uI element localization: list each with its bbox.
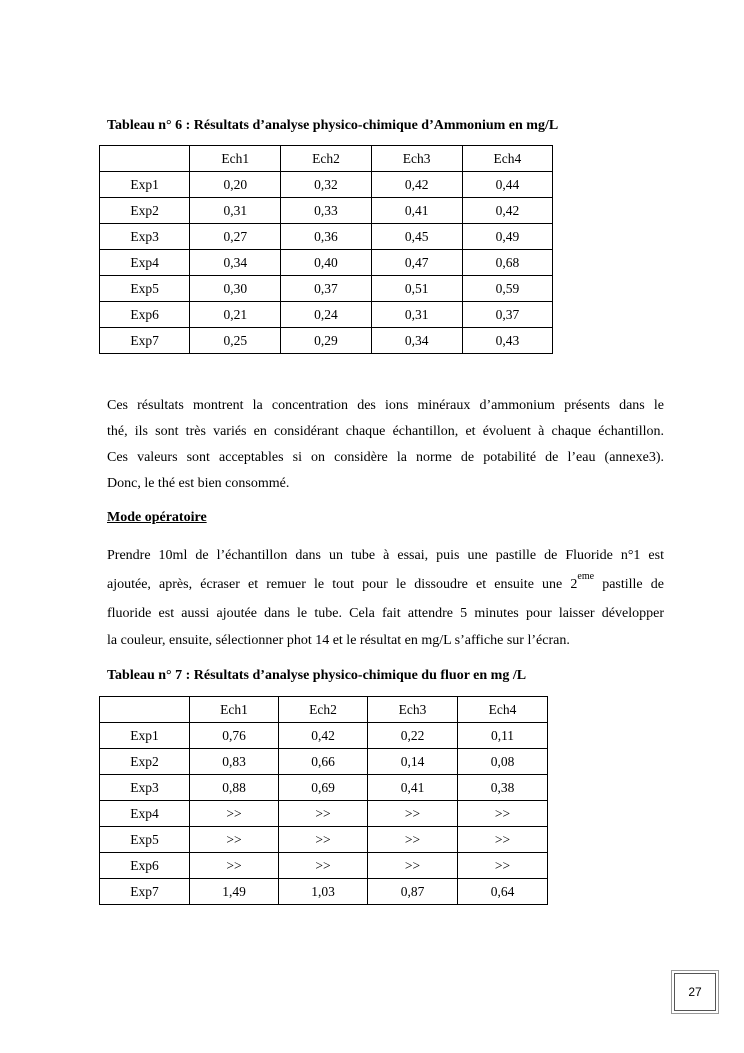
- table-cell: 0,83: [190, 749, 279, 775]
- table-cell: >>: [368, 853, 458, 879]
- table-cell: 0,36: [281, 224, 371, 250]
- row-label-cell: Exp3: [100, 775, 190, 801]
- table-cell: 0,21: [190, 302, 281, 328]
- table-row: [100, 172, 553, 198]
- fluor-table: [99, 696, 548, 905]
- table-cell: 0,20: [190, 172, 281, 198]
- row-label-cell: Exp4: [100, 250, 190, 276]
- table-cell: 0,41: [368, 775, 458, 801]
- table-row: [100, 276, 553, 302]
- table-cell: 0,45: [371, 224, 462, 250]
- row-label-cell: Exp7: [100, 879, 190, 905]
- line-text: pastille de: [594, 577, 664, 592]
- section-heading-mode: Mode opératoire: [107, 510, 207, 525]
- header-cell: [100, 697, 190, 723]
- row-label-cell: Exp2: [100, 749, 190, 775]
- row-label-cell: Exp1: [100, 723, 190, 749]
- row-label-cell: Exp1: [100, 172, 190, 198]
- header-cell: [100, 146, 190, 172]
- row-label-cell: Exp6: [100, 853, 190, 879]
- table-cell: 0,59: [462, 276, 552, 302]
- table-cell: >>: [279, 827, 368, 853]
- table7-caption: Tableau n° 7 : Résultats d’analyse physico-chimique du fluor en mg /L: [107, 668, 527, 683]
- paragraph-line: Ces valeurs sont acceptables si on considère la norme de potabilité de l’eau (annexe3).: [107, 450, 664, 465]
- table-cell: 0,34: [190, 250, 281, 276]
- row-label-cell: Exp2: [100, 198, 190, 224]
- header-cell: Ech2: [279, 697, 368, 723]
- ammonium-table: [99, 145, 553, 354]
- superscript: eme: [577, 571, 595, 583]
- table-row: [100, 879, 548, 905]
- table-cell: 0,08: [458, 749, 548, 775]
- table-cell: 0,22: [368, 723, 458, 749]
- table-cell: 0,41: [371, 198, 462, 224]
- header-cell: Ech4: [458, 697, 548, 723]
- table-cell: 0,37: [281, 276, 371, 302]
- row-label-cell: Exp3: [100, 224, 190, 250]
- table-cell: >>: [190, 801, 279, 827]
- header-cell: Ech1: [190, 146, 281, 172]
- table-cell: 0,29: [281, 328, 371, 354]
- paragraph-line: Donc, le thé est bien consommé.: [107, 476, 290, 491]
- table-cell: 0,24: [281, 302, 371, 328]
- table-cell: 0,33: [281, 198, 371, 224]
- paragraph-line: la couleur, ensuite, sélectionner phot 14 et le résultat en mg/L s’affiche sur l’écran.: [107, 633, 570, 648]
- table-cell: 0,64: [458, 879, 548, 905]
- table-cell: 0,11: [458, 723, 548, 749]
- table-cell: 0,43: [462, 328, 552, 354]
- table-cell: 0,44: [462, 172, 552, 198]
- table-cell: 0,27: [190, 224, 281, 250]
- paragraph-line: Prendre 10ml de l’échantillon dans un tube à essai, puis une pastille de Fluoride n°1 est: [107, 548, 664, 563]
- table-cell: 0,32: [281, 172, 371, 198]
- table-cell: 0,25: [190, 328, 281, 354]
- table6-caption: Tableau n° 6 : Résultats d’analyse physico-chimique d’Ammonium en mg/L: [107, 118, 559, 133]
- table-cell: 0,51: [371, 276, 462, 302]
- table-cell: 0,88: [190, 775, 279, 801]
- table-cell: 0,31: [371, 302, 462, 328]
- table-row: [100, 224, 553, 250]
- table-cell: >>: [190, 853, 279, 879]
- page-number: 27: [674, 973, 716, 1011]
- paragraph-line: [107, 570, 664, 599]
- table-row: [100, 250, 553, 276]
- table-row: [100, 198, 553, 224]
- table-cell: 0,49: [462, 224, 552, 250]
- header-cell: Ech1: [190, 697, 279, 723]
- table-cell: >>: [368, 827, 458, 853]
- row-label-cell: Exp4: [100, 801, 190, 827]
- table-cell: 0,37: [462, 302, 552, 328]
- table-cell: 1,49: [190, 879, 279, 905]
- table-cell: 1,03: [279, 879, 368, 905]
- table-cell: 0,31: [190, 198, 281, 224]
- table-cell: 0,38: [458, 775, 548, 801]
- row-label-cell: Exp5: [100, 827, 190, 853]
- table-cell: 0,42: [279, 723, 368, 749]
- header-cell: Ech3: [368, 697, 458, 723]
- table-cell: 0,14: [368, 749, 458, 775]
- header-cell: Ech4: [462, 146, 552, 172]
- row-label-cell: Exp7: [100, 328, 190, 354]
- procedure-paragraph: [107, 541, 664, 654]
- table-cell: >>: [368, 801, 458, 827]
- table-cell: 0,68: [462, 250, 552, 276]
- table-cell: 0,42: [371, 172, 462, 198]
- table-row: [100, 775, 548, 801]
- table-cell: 0,76: [190, 723, 279, 749]
- table-cell: >>: [458, 801, 548, 827]
- table-cell: 0,42: [462, 198, 552, 224]
- table-cell: 0,40: [281, 250, 371, 276]
- table-cell: 0,47: [371, 250, 462, 276]
- header-row: [100, 146, 553, 172]
- paragraph-line: Ces résultats montrent la concentration des ions minéraux d’ammonium présents dans le: [107, 398, 664, 413]
- table-cell: 0,30: [190, 276, 281, 302]
- table-cell: >>: [458, 827, 548, 853]
- header-row: [100, 697, 548, 723]
- table-row: [100, 723, 548, 749]
- line-text: ajoutée, après, écraser et remuer le tout pour le dissoudre et ensuite une 2: [107, 577, 578, 592]
- table-row: [100, 328, 553, 354]
- row-label-cell: Exp6: [100, 302, 190, 328]
- table-cell: 0,66: [279, 749, 368, 775]
- paragraph-line: thé, ils sont très variés en considérant chaque échantillon, et évoluent à chaque échantillon.: [107, 424, 664, 439]
- table-cell: 0,69: [279, 775, 368, 801]
- table-row: [100, 801, 548, 827]
- table-cell: >>: [458, 853, 548, 879]
- table-cell: >>: [279, 801, 368, 827]
- table-row: [100, 827, 548, 853]
- table-cell: 0,87: [368, 879, 458, 905]
- row-label-cell: Exp5: [100, 276, 190, 302]
- table-cell: 0,34: [371, 328, 462, 354]
- header-cell: Ech3: [371, 146, 462, 172]
- header-cell: Ech2: [281, 146, 371, 172]
- results-paragraph: [107, 393, 664, 497]
- table-row: [100, 853, 548, 879]
- table-cell: >>: [279, 853, 368, 879]
- table-cell: >>: [190, 827, 279, 853]
- table-row: [100, 302, 553, 328]
- paragraph-line: fluoride est aussi ajoutée dans le tube. Cela fait attendre 5 minutes pour laisser développer: [107, 606, 664, 621]
- table-row: [100, 749, 548, 775]
